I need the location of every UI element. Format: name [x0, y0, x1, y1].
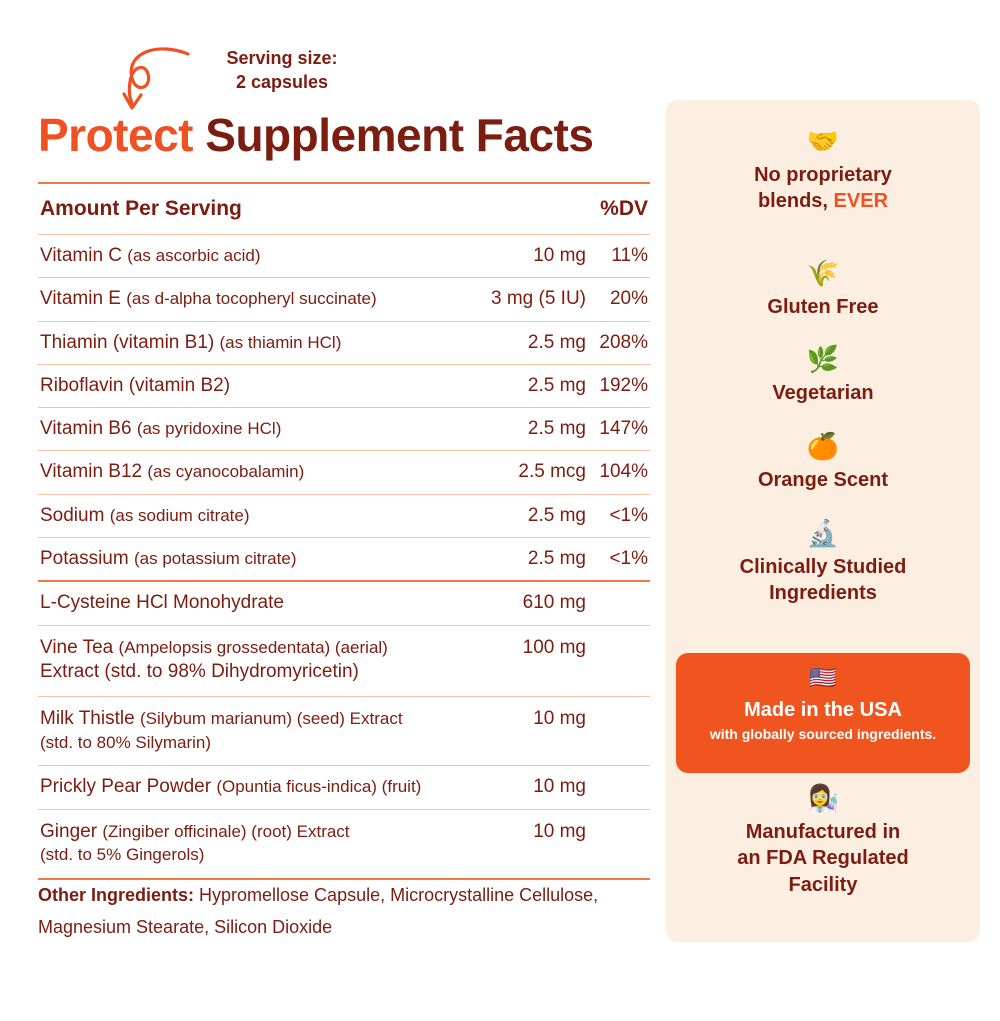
nutrient-amount: 3 mg (5 IU): [490, 288, 586, 310]
usa-label: Made in the USA: [744, 699, 902, 721]
nutrient-dv: 104%: [599, 461, 648, 483]
badge-vegetarian: [666, 346, 980, 406]
badge-label-accent: EVER: [833, 190, 889, 213]
nutrient-amount: 2.5 mcg: [518, 461, 586, 483]
table-row: [38, 538, 650, 580]
badge-label-line2: an FDA Regulated: [737, 847, 909, 870]
nutrient-source: (as d-alpha tocopheryl succinate): [126, 289, 377, 309]
ingredient-detail: (std. to 80% Silymarin): [40, 732, 211, 752]
badge-label: [666, 554, 980, 607]
nutrient-dv: <1%: [609, 548, 648, 570]
table-row: [38, 766, 650, 808]
nutrient-name: [40, 417, 468, 441]
orange-icon: 🍊: [806, 431, 840, 461]
badge-clinically-studied: [666, 520, 980, 607]
badge-label-line2: Ingredients: [769, 582, 877, 605]
badge-label-line1: Manufactured in: [745, 821, 901, 843]
table-header-row: [38, 184, 650, 234]
table-row: [38, 278, 650, 320]
nutrient-source: (as sodium citrate): [109, 505, 250, 525]
ingredient-source: (Zingiber officinale) (root) Extract: [102, 821, 350, 841]
ingredient-source: (Silybum marianum) (seed) Extract: [139, 709, 403, 729]
ingredient-name: [40, 591, 468, 615]
badge-label-line3: Facility: [788, 873, 858, 896]
table-row: [38, 495, 650, 537]
nutrient-amount: 2.5 mg: [527, 548, 586, 570]
table-row: [38, 810, 650, 878]
table-row: [38, 235, 650, 277]
nutrient-amount: 2.5 mg: [527, 504, 586, 526]
herb-icon: 🌿: [806, 344, 840, 374]
ingredient-label: Prickly Pear Powder: [40, 776, 217, 798]
us-flag-icon: 🇺🇸: [809, 665, 837, 690]
nutrient-source: (as thiamin HCl): [219, 332, 342, 352]
badge-made-in-usa: [676, 653, 970, 773]
ingredient-detail: (std. to 5% Gingerols): [40, 845, 205, 864]
nutrient-source: (as cyanocobalamin): [147, 462, 305, 482]
nutrient-label: Riboflavin (vitamin B2): [40, 374, 231, 396]
other-ingredients: [38, 880, 638, 943]
ingredient-source: (Ampelopsis grossedentata) (aerial): [118, 637, 388, 657]
badge-label-line1: Clinically Studied: [739, 556, 907, 578]
serving-size-note: [192, 46, 372, 95]
ingredient-name: [40, 707, 468, 753]
other-ingredients-label: Other Ingredients:: [38, 885, 195, 905]
badge-no-proprietary-blends: [666, 128, 980, 215]
ingredient-amount: 10 mg: [533, 820, 586, 842]
title-rest: Supplement Facts: [192, 109, 594, 161]
ingredient-detail: Extract (std. to 98% Dihydromyricetin): [40, 661, 359, 682]
nutrient-amount: 2.5 mg: [527, 374, 586, 396]
badge-orange-scent: [666, 433, 980, 493]
serving-size-label: Serving size:: [226, 48, 338, 68]
nutrient-dv: 208%: [599, 331, 648, 353]
nutrient-amount: 10 mg: [533, 244, 586, 266]
nutrient-dv: <1%: [609, 504, 648, 526]
handshake-icon: 🤝: [806, 126, 840, 156]
ingredient-amount: 10 mg: [533, 708, 586, 730]
ingredient-label: Vine Tea: [40, 636, 119, 658]
ingredient-name: [40, 820, 468, 866]
badge-fda-facility: [666, 785, 980, 898]
nutrient-amount: 2.5 mg: [527, 331, 586, 353]
ingredient-source: (Opuntia ficus-indica) (fruit): [216, 777, 422, 797]
nutrient-name: [40, 374, 468, 398]
ingredient-label: Ginger: [40, 820, 103, 842]
ingredient-label: Milk Thistle: [40, 708, 140, 730]
badge-label-line1: No proprietary: [754, 164, 892, 186]
table-row: [38, 365, 650, 407]
ingredient-amount: 610 mg: [522, 592, 586, 614]
nutrient-name: [40, 244, 468, 268]
nutrient-label: Vitamin E: [40, 288, 127, 310]
table-row: [38, 322, 650, 364]
nutrient-amount: 2.5 mg: [527, 418, 586, 440]
usa-sublabel: with globally sourced ingredients.: [709, 726, 937, 742]
table-row: [38, 582, 650, 624]
wheat-icon: 🌾: [806, 258, 840, 288]
nutrient-label: Vitamin C: [40, 244, 128, 266]
page-title: [38, 108, 593, 162]
badge-label: [666, 819, 980, 898]
ingredient-amount: 10 mg: [533, 776, 586, 798]
nutrient-dv: 147%: [599, 418, 648, 440]
nutrient-label: Thiamin (vitamin B1): [40, 331, 220, 353]
microscope-icon: 🔬: [806, 518, 840, 548]
serving-size-value: 2 capsules: [235, 72, 329, 93]
table-row: [38, 408, 650, 450]
nutrient-source: (as potassium citrate): [133, 549, 297, 569]
table-row: [38, 451, 650, 493]
table-row: [38, 697, 650, 765]
other-ingredients-text: Hypromellose Capsule, Microcrystalline Cellulose, Magnesium Stearate, Silicon Dioxide: [38, 885, 599, 937]
badge-gluten-free: [666, 260, 980, 320]
nutrient-name: [40, 547, 468, 571]
nutrient-name: [40, 287, 468, 311]
nutrient-dv: 192%: [599, 374, 648, 396]
nutrient-name: [40, 331, 468, 355]
ingredient-label: L-Cysteine HCl Monohydrate: [40, 592, 284, 614]
nutrient-name: [40, 504, 468, 528]
nutrient-label: Potassium: [40, 548, 134, 570]
nutrient-source: (as ascorbic acid): [127, 245, 261, 265]
nutrient-name: [40, 460, 468, 484]
badge-label-line2: blends,: [757, 190, 834, 213]
nutrient-label: Vitamin B12: [40, 461, 148, 483]
badge-label: Vegetarian: [772, 382, 874, 404]
nutrient-dv: 20%: [609, 288, 648, 310]
supplement-facts-table: [38, 182, 650, 880]
ingredient-amount: 100 mg: [522, 636, 586, 658]
nutrient-label: Sodium: [40, 504, 110, 526]
badge-label: [666, 162, 980, 215]
badge-panel: [666, 100, 980, 942]
title-accent-word: Protect: [38, 109, 193, 161]
nutrient-label: Vitamin B6: [40, 418, 137, 440]
scientist-icon: 👩‍🔬: [806, 783, 840, 813]
header-amount-per-serving: Amount Per Serving: [40, 197, 242, 220]
nutrient-source: (as pyridoxine HCl): [136, 419, 282, 439]
badge-label: Orange Scent: [757, 469, 889, 491]
badge-label: Gluten Free: [767, 296, 879, 318]
header-dv: %DV: [600, 197, 648, 220]
curved-arrow-icon: [118, 44, 198, 112]
nutrient-dv: 11%: [611, 244, 648, 266]
ingredient-name: [40, 636, 468, 685]
table-row: [38, 626, 650, 697]
ingredient-name: [40, 775, 468, 799]
